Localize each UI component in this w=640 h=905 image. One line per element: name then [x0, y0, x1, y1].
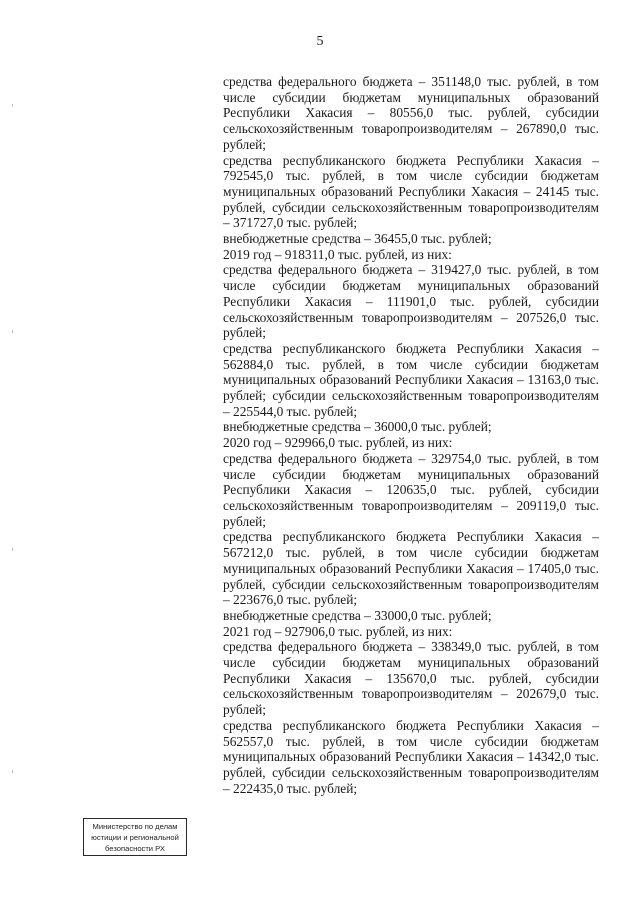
scan-mark: [12, 770, 13, 773]
stamp-line: Министерство по делам: [92, 822, 178, 831]
paragraph-year-2020: 2020 год – 929966,0 тыс. рублей, из них:: [223, 435, 453, 451]
paragraph-extrabudget-2019: внебюджетные средства – 36000,0 тыс. рублей;: [223, 419, 492, 435]
paragraph-federal-2019: средства федерального бюджета – 319427,0 тыс. рублей, в том числе субсидии бюджетам муниципальных образований Республики Хакасия – 111901,0 тыс. рублей, субсидии сельскохозяйственным товаропроизводителям – 207526,0 тыс. рублей;: [223, 262, 599, 341]
stamp-line: безопасности РХ: [105, 844, 165, 853]
paragraph-federal-2021: средства федерального бюджета – 338349,0 тыс. рублей, в том числе субсидии бюджетам муниципальных образований Республики Хакасия – 135670,0 тыс. рублей, субсидии сельскохозяйственным товаропроизводителям – 202679,0 тыс. рублей;: [223, 639, 599, 718]
scan-mark: [12, 104, 13, 107]
stamp-line: юстиции и региональной: [91, 833, 179, 842]
page-number: 5: [316, 34, 324, 49]
paragraph-year-2019: 2019 год – 918311,0 тыс. рублей, из них:: [223, 246, 452, 262]
paragraph-federal-2020: средства федерального бюджета – 329754,0 тыс. рублей, в том числе субсидии бюджетам муниципальных образований Республики Хакасия – 120635,0 тыс. рублей, субсидии сельскохозяйственным товаропроизводителям – 209119,0 тыс. рублей;: [223, 450, 599, 529]
paragraph-extrabudget-2018: внебюджетные средства – 36455,0 тыс. рублей;: [223, 231, 492, 247]
paragraph-republican-2019: средства республиканского бюджета Республики Хакасия – 562884,0 тыс. рублей, в том числе субсидии бюджетам муниципальных образований Республики Хакасия – 13163,0 тыс. рублей; субсидии сельскохозяйственным товаропроизводителям – 225544,0 тыс. рублей;: [223, 340, 599, 419]
paragraph-republican-2020: средства республиканского бюджета Республики Хакасия – 567212,0 тыс. рублей, в том числе субсидии бюджетам муниципальных образований Республики Хакасия – 17405,0 тыс. рублей, субсидии сельскохозяйственным товаропроизводителям – 223676,0 тыс. рублей;: [223, 529, 599, 608]
paragraph-extrabudget-2020: внебюджетные средства – 33000,0 тыс. рублей;: [223, 607, 492, 623]
paragraph-republican-2021: средства республиканского бюджета Республики Хакасия – 562557,0 тыс. рублей, в том числе субсидии бюджетам муниципальных образований Республики Хакасия – 14342,0 тыс. рублей, субсидии сельскохозяйственным товаропроизводителям – 222435,0 тыс. рублей;: [223, 717, 599, 796]
scan-mark: [12, 330, 13, 333]
paragraph-republican-2018: средства республиканского бюджета Республики Хакасия – 792545,0 тыс. рублей, в том числе субсидии бюджетам муниципальных образований Республики Хакасия – 24145 тыс. рублей, субсидии сельскохозяйственным товаропроизводителям – 371727,0 тыс. рублей;: [223, 152, 599, 231]
body-text: [223, 74, 599, 796]
scan-mark: [12, 548, 13, 551]
paragraph-year-2021: 2021 год – 927906,0 тыс. рублей, из них:: [223, 623, 453, 639]
paragraph-federal-2018: средства федерального бюджета – 351148,0 тыс. рублей, в том числе субсидии бюджетам муниципальных образований Республики Хакасия – 80556,0 тыс. рублей, субсидии сельскохозяйственным товаропроизводителям – 267890,0 тыс. рублей;: [223, 74, 599, 152]
ministry-stamp: [83, 818, 187, 856]
